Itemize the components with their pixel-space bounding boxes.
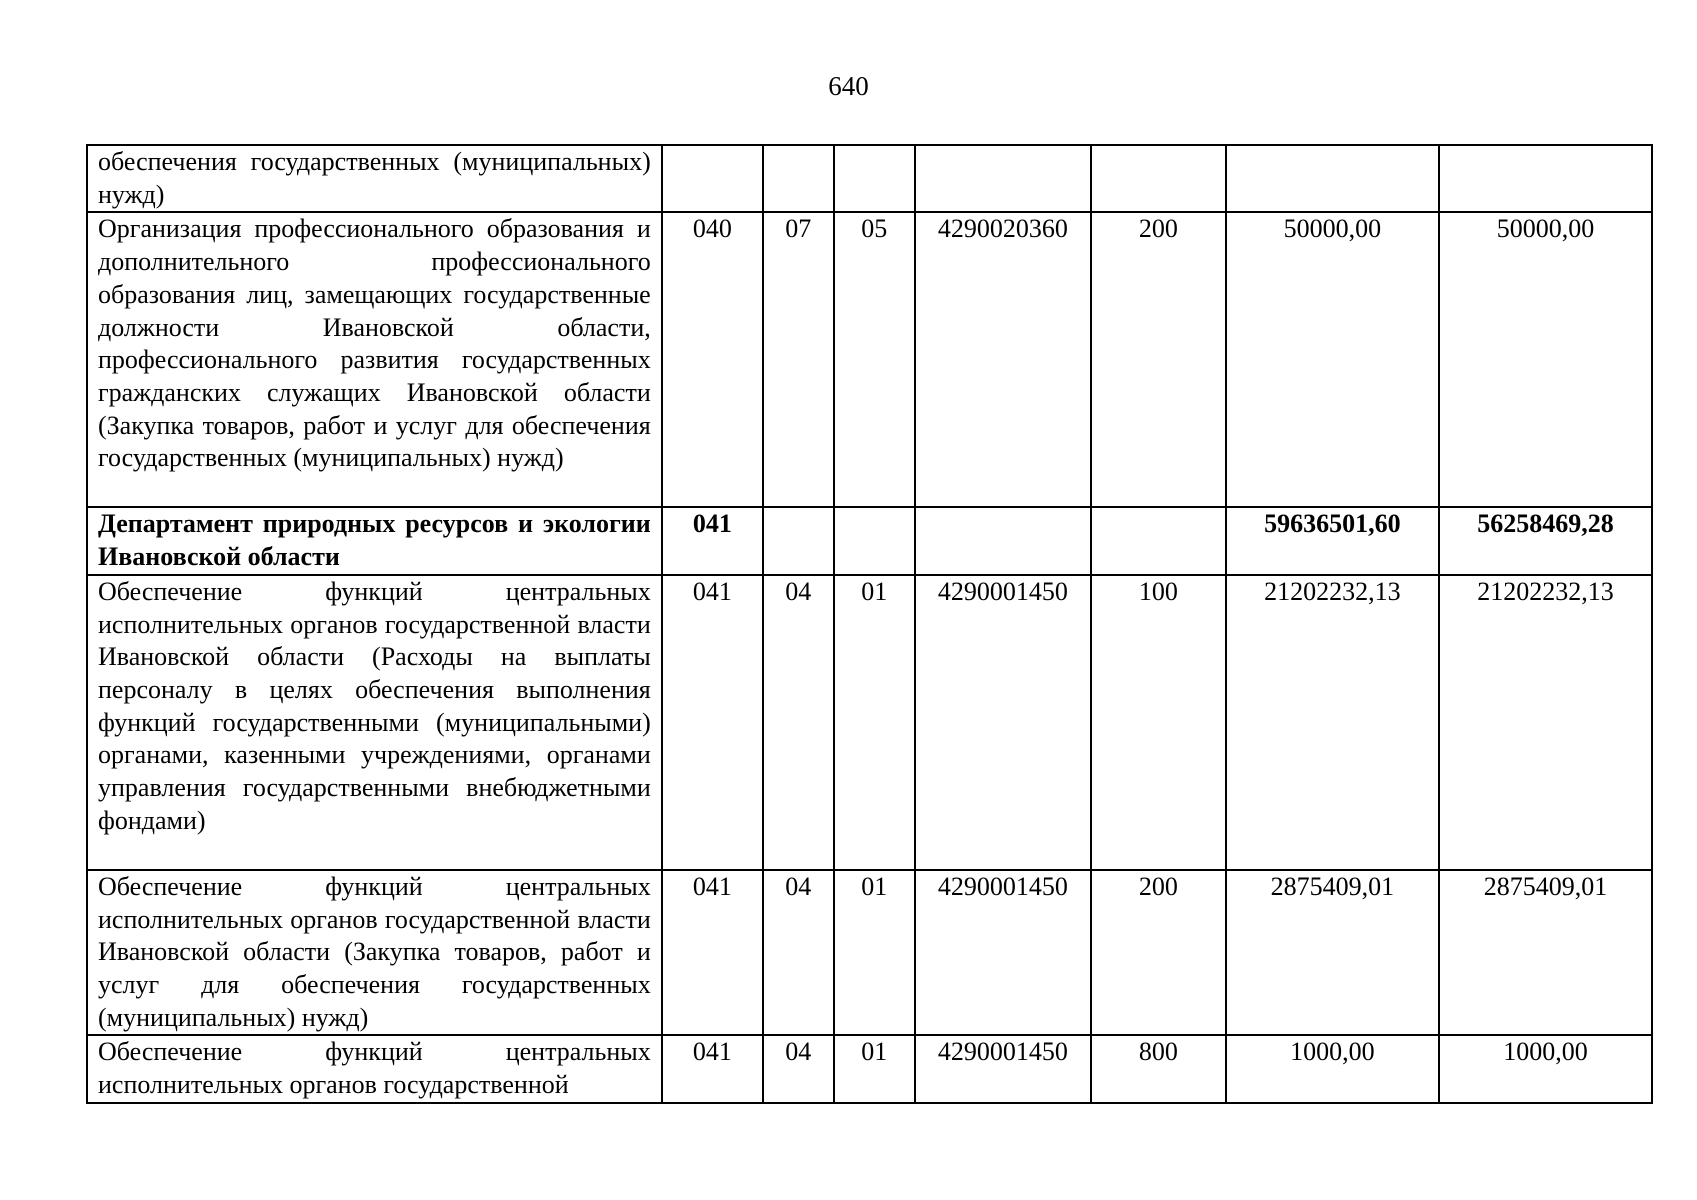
row-vr-code: 200 [1091,212,1226,507]
row-pr-code: 01 [834,1035,915,1102]
table-row [87,870,1652,1036]
row-rz-code: 07 [763,212,834,507]
row-csr-code [915,145,1091,212]
row-rz-code: 04 [763,575,834,870]
row-amount-year1 [1226,145,1439,212]
row-amount-year1: 50000,00 [1226,212,1439,507]
row-vr-code: 200 [1091,870,1226,1036]
row-gl-code: 041 [662,1035,763,1102]
row-amount-year2 [1439,145,1652,212]
row-csr-code: 4290001450 [915,870,1091,1036]
row-rz-code [763,145,834,212]
row-description: обеспечения государственных (муниципальных) нужд) [87,145,662,212]
row-pr-code: 01 [834,870,915,1036]
row-amount-year2: 1000,00 [1439,1035,1652,1102]
row-csr-code: 4290020360 [915,212,1091,507]
row-rz-code: 04 [763,870,834,1036]
table-row [87,212,1652,507]
row-amount-year1: 21202232,13 [1226,575,1439,870]
row-description: Организация профессионального образования и дополнительного профессионального образования лиц, замещающих государственные должности Ивановской области, профессионального развития государственных гражданских служащих Ивановской области (Закупка товаров, работ и услуг для обеспечения государственных (муниципальных) нужд) [87,212,662,507]
row-amount-year1: 59636501,60 [1226,507,1439,574]
row-pr-code: 05 [834,212,915,507]
row-gl-code: 041 [662,575,763,870]
row-amount-year2: 50000,00 [1439,212,1652,507]
row-csr-code: 4290001450 [915,575,1091,870]
row-gl-code: 041 [662,870,763,1036]
row-gl-code [662,145,763,212]
row-amount-year1: 1000,00 [1226,1035,1439,1102]
row-vr-code [1091,145,1226,212]
page-number: 640 [828,71,869,101]
row-pr-code [834,145,915,212]
table-row [87,145,1652,212]
table-row [87,575,1652,870]
row-csr-code [915,507,1091,574]
row-csr-code: 4290001450 [915,1035,1091,1102]
budget-table [86,144,1653,1104]
row-description: Обеспечение функций центральных исполнительных органов государственной власти Ивановской области (Закупка товаров, работ и услуг для обеспечения государственных (муниципальных) нужд) [87,870,662,1036]
row-vr-code: 800 [1091,1035,1226,1102]
row-pr-code: 01 [834,575,915,870]
row-pr-code [834,507,915,574]
row-gl-code: 040 [662,212,763,507]
table-row [87,1035,1652,1102]
row-description: Департамент природных ресурсов и экологии Ивановской области [87,507,662,574]
row-gl-code: 041 [662,507,763,574]
row-amount-year2: 21202232,13 [1439,575,1652,870]
row-description: Обеспечение функций центральных исполнительных органов государственной [87,1035,662,1102]
table-row-department [87,507,1652,574]
row-amount-year1: 2875409,01 [1226,870,1439,1036]
row-rz-code: 04 [763,1035,834,1102]
row-vr-code: 100 [1091,575,1226,870]
row-description: Обеспечение функций центральных исполнительных органов государственной власти Ивановской области (Расходы на выплаты персоналу в целях обеспечения выполнения функций государственными (муниципальными) органами, казенными учреждениями, органами управления государственными внебюджетными фондами) [87,575,662,870]
row-vr-code [1091,507,1226,574]
row-rz-code [763,507,834,574]
row-amount-year2: 56258469,28 [1439,507,1652,574]
row-amount-year2: 2875409,01 [1439,870,1652,1036]
